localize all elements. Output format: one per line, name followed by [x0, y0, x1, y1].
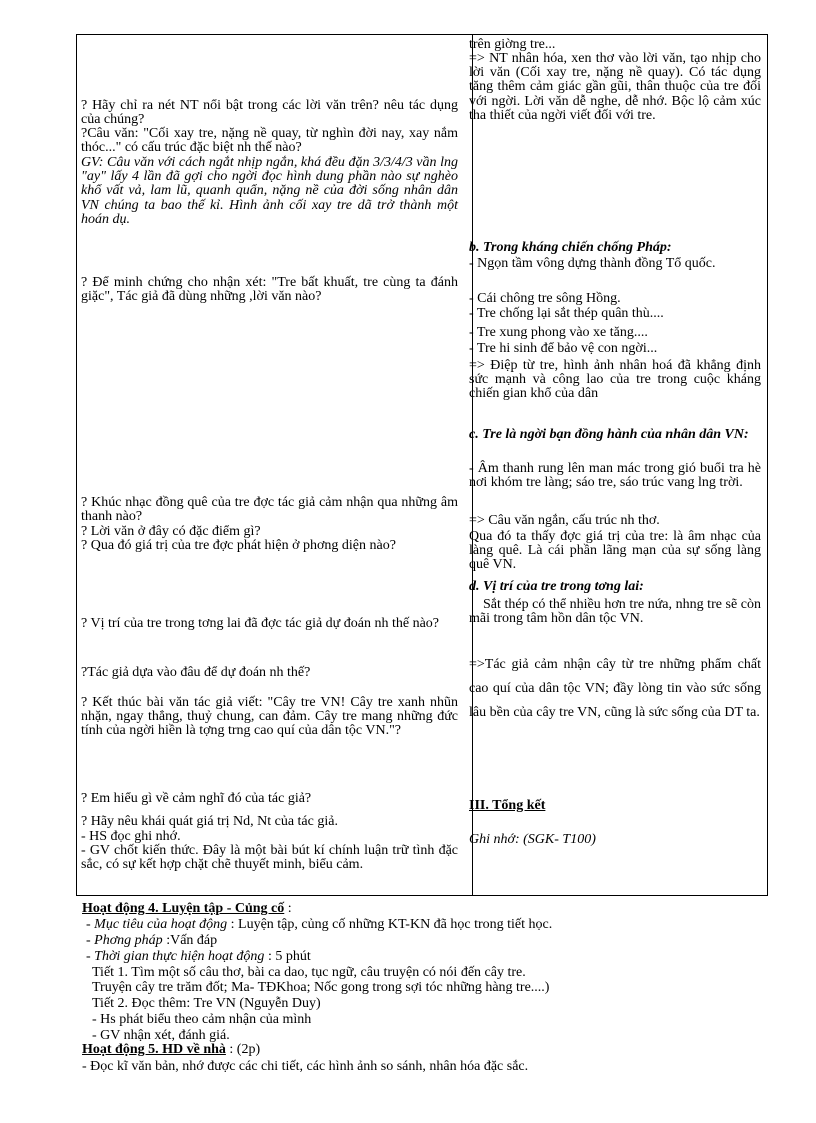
- question-nt-highlight: ? Hãy chỉ ra nét NT nổi bật trong các lời văn trên? nêu tác dụng của chúng?: [81, 98, 458, 128]
- section-c-item: => Câu văn ngắn, cấu trúc nh thơ.: [469, 513, 660, 528]
- lesson-2-reading: Tiết 2. Đọc thêm: Tre VN (Nguyễn Duy): [92, 996, 321, 1011]
- summary-heading: III. Tổng kết: [469, 798, 546, 813]
- question-future-position: ? Vị trí của tre trong tơng lai đã đợc tác giả dự đoán nh thế nào?: [81, 616, 440, 631]
- activity-5-title: Hoạt động 5. HD về nhà: [82, 1042, 226, 1057]
- lesson-1-task: Tiết 1. Tìm một số câu thơ, bài ca dao, tục ngữ, câu truyện có nói đến cây tre.: [92, 965, 526, 980]
- method-text: :Vấn đáp: [166, 933, 218, 948]
- question-evidence: ? Để minh chứng cho nhận xét: "Tre bất khuất, tre cùng ta đánh giặc", Tác giả đã dùng những ,lời văn nào?: [81, 275, 458, 305]
- bed-fragment: trên giờng tre...: [469, 37, 556, 52]
- section-b-item: - Tre hi sinh để bảo vệ con ngời...: [469, 341, 658, 356]
- activity-4-colon: :: [284, 901, 292, 916]
- teacher-assessment: - GV nhận xét, đánh giá.: [92, 1028, 230, 1043]
- section-b-conclusion: => Điệp từ tre, hình ảnh nhân hoá đã khẳng định sức mạnh và công lao của tre trong cuộc kháng chiến gian khổ của dân: [469, 358, 761, 402]
- question-music: ? Khúc nhạc đồng quê của tre đợc tác giả cảm nhận qua những âm thanh nào?: [81, 495, 458, 525]
- activity-4-title: Hoạt động 4. Luyện tập - Củng cố: [82, 901, 285, 916]
- time-label: - Thời gian thực hiện hoạt động: [86, 949, 265, 964]
- section-c-heading: c. Tre là ngời bạn đồng hành của nhân dân VN:: [469, 427, 749, 442]
- activity-4-heading: [82, 902, 782, 916]
- section-b-item: - Tre xung phong vào xe tăng....: [469, 325, 648, 340]
- activity-5-heading: [82, 1043, 782, 1057]
- question-summary: ? Hãy nêu khái quát giá trị Nd, Nt của tác giả.: [81, 814, 338, 829]
- method-line: [86, 934, 786, 948]
- homework-line: - Đọc kĩ văn bản, nhớ được các chi tiết, các hình ảnh so sánh, nhân hóa đặc sắc.: [82, 1059, 529, 1074]
- method-label: - Phơng pháp: [86, 933, 163, 948]
- section-b-heading: b. Trong kháng chiến chống Pháp:: [469, 240, 672, 255]
- question-conclusion: ? Kết thúc bài văn tác giả viết: "Cây tre VN! Cây tre xanh nhũn nhặn, ngay thẳng, thuỷ chung, can đảm. Cây tre mang những đức tính của ngời hiền là tợng trng cao quí của dân tộc VN."?: [81, 695, 458, 739]
- story-list: Truyện cây tre trăm đốt; Ma- TĐKhoa; Nốc gong trong sợi tóc những hàng tre....): [92, 980, 550, 995]
- section-c-item: - Âm thanh rung lên man mác trong gió buổi tra hè nơi khóm tre làng; sáo tre, sáo trúc vang lng trời.: [469, 461, 761, 491]
- student-response: - Hs phát biểu theo cảm nhận của mình: [92, 1012, 312, 1027]
- personification-analysis: => NT nhân hóa, xen thơ vào lời văn, tạo nhịp cho lời văn (Cối xay tre, nặng nề quay). Có tác dụng tăng thêm cảm giác gần gũi, thân thuộc của tre đối với ngời. Lời văn dễ nghe, dễ nhớ. Bộc lộ cảm xúc tha thiết của ngời viết đối với tre.: [469, 51, 761, 123]
- student-read-note: - HS đọc ghi nhớ.: [81, 829, 181, 844]
- section-b-item: - Tre chống lại sắt thép quân thù....: [469, 306, 664, 321]
- teacher-conclusion: - GV chốt kiến thức. Đây là một bài bút kí chính luận trữ tình đặc sắc, có sự kết hợp chặt chẽ thuyết minh, biểu cảm.: [81, 843, 458, 873]
- question-prediction-basis: ?Tác giả dựa vào đâu để dự đoán nh thế?: [81, 665, 311, 680]
- objective-text: : Luyện tập, củng cố những KT-KN đã học trong tiết học.: [230, 917, 553, 932]
- summary-note: Ghi nhớ: (SGK- T100): [469, 832, 596, 847]
- activity-5-duration: : (2p): [229, 1042, 261, 1057]
- question-value: ? Qua đó giá trị của tre đợc phát hiện ở phơng diện nào?: [81, 538, 396, 553]
- section-d-conclusion: =>Tác giả cảm nhận cây từ tre những phẩm chất cao quí của dân tộc VN; đầy lòng tin vào sức sống lâu bền của cây tre VN, cũng là sức sống của DT ta.: [469, 657, 761, 720]
- objective-line: [86, 918, 786, 932]
- question-author-feeling: ? Em hiểu gì về cảm nghĩ đó của tác giả?: [81, 791, 312, 806]
- section-d-heading: d. Vị trí của tre trong tơng lai:: [469, 579, 644, 594]
- objective-label: - Mục tiêu của hoạt động: [86, 917, 228, 932]
- section-d-item: Sắt thép có thể nhiều hơn tre nứa, nhng tre sẽ còn mãi trong tâm hồn dân tộc VN.: [469, 597, 761, 627]
- time-line: [86, 950, 786, 964]
- question-language-feature: ? Lời văn ở đây có đặc điểm gì?: [81, 524, 261, 539]
- time-text: : 5 phút: [267, 949, 311, 964]
- teacher-note: GV: Câu văn với cách ngắt nhịp ngắn, khá đều đặn 3/3/4/3 vần lng "ay" lấy 4 lần đã gợi cho ngời đọc hình dung phần nào sự nghèo khổ vất vả, lam lũ, quanh quẩn, nặng nề của đời sống nhân dân VN chúng ta bao thế kỉ. Hình ảnh cối xay tre dã trở thành một hoán dụ.: [81, 155, 458, 227]
- section-c-value: Qua đó ta thấy đợc giá trị của tre: là âm nhạc của làng quê. Là cái phần lãng mạn của sự sống làng quê VN.: [469, 529, 761, 573]
- section-b-item: - Ngọn tầm vông dựng thành đồng Tổ quốc.: [469, 256, 716, 271]
- section-b-item: - Cái chông tre sông Hồng.: [469, 291, 621, 306]
- question-sentence-structure: ?Câu văn: "Cối xay tre, nặng nề quay, từ nghìn đời nay, xay nắm thóc..." có cấu trúc đặc biệt nh thế nào?: [81, 126, 458, 156]
